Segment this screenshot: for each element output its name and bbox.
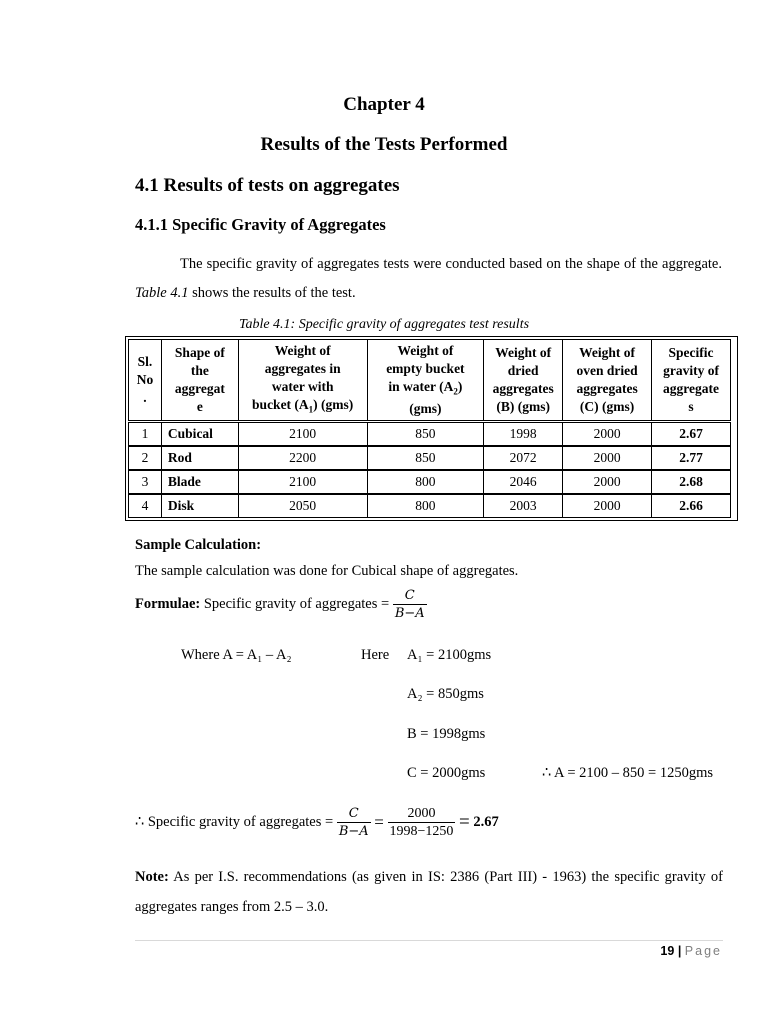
table-row (129, 446, 731, 470)
cell-a1: 2050 (238, 494, 367, 518)
cell-a1: 2100 (238, 422, 367, 447)
page-footer (660, 944, 722, 958)
footer-divider (135, 940, 723, 941)
final-result: 2.67 (473, 814, 499, 830)
equals-sign: = (374, 812, 384, 832)
cell-sg: 2.66 (652, 494, 731, 518)
cell-c: 2000 (563, 422, 652, 447)
intro-text-2: shows the results of the test. (192, 285, 356, 301)
where-line: Where A = A₁ – A₂ (181, 647, 292, 663)
cell-no: 2 (129, 446, 162, 470)
chapter-heading: Chapter 4 (343, 94, 425, 115)
page-number: 19 (660, 944, 675, 958)
equals-sign: = (459, 811, 470, 833)
formula-fraction (393, 587, 427, 622)
cell-a2: 800 (367, 494, 484, 518)
header-sg: Specific gravity of aggregate s (652, 340, 731, 422)
value-b: B = 1998gms (407, 726, 486, 742)
cell-shape: Blade (161, 470, 238, 494)
cell-a2: 850 (367, 446, 484, 470)
subsection-heading: 4.1.1 Specific Gravity of Aggregates (135, 215, 386, 234)
cell-c: 2000 (563, 446, 652, 470)
a-result: ∴ A = 2100 – 850 = 1250gms (542, 765, 713, 781)
value-a2: A₂ = 850gms (407, 686, 484, 702)
table-reference: Table 4.1 (135, 285, 189, 301)
final-numerator-symbolic: C (337, 805, 371, 823)
results-table-frame (125, 336, 738, 521)
sample-text: The sample calculation was done for Cubical shape of aggregates. (135, 563, 519, 579)
final-fraction-symbolic (337, 805, 371, 840)
cell-c: 2000 (563, 494, 652, 518)
final-denominator-numeric: 1998−1250 (389, 824, 454, 839)
header-shape: Shape of the aggregat e (161, 340, 238, 422)
cell-sg: 2.77 (652, 446, 731, 470)
note-paragraph (135, 862, 723, 922)
sample-heading: Sample Calculation: (135, 537, 262, 553)
formula-denominator: B−A (394, 606, 425, 621)
formula-label: Formulae: (135, 595, 201, 612)
intro-text-1: The specific gravity of aggregates tests were conducted based on the shape of the aggregate. (180, 256, 722, 272)
cell-a1: 2200 (238, 446, 367, 470)
footer-separator: | (677, 944, 682, 958)
table-row (129, 494, 731, 518)
cell-b: 1998 (484, 422, 563, 447)
cell-b: 2003 (484, 494, 563, 518)
header-a2: Weight of empty bucket in water $(A_2)$ (gms) (367, 340, 484, 422)
value-c: C = 2000gms (407, 765, 486, 781)
final-text: ∴ Specific gravity of aggregates = (135, 813, 334, 830)
cell-no: 4 (129, 494, 162, 518)
results-table (128, 339, 731, 518)
note-text: As per I.S. recommendations (as given in IS: 2386 (Part III) - 1963) the specific gravity of aggregates ranges from 2.5 – 3.0. (135, 869, 724, 915)
cell-no: 1 (129, 422, 162, 447)
final-numerator-numeric: 2000 (388, 805, 456, 823)
formula-numerator: C (393, 587, 427, 605)
final-fraction-numeric (388, 805, 456, 840)
header-sl-no: Sl. No . (129, 340, 162, 422)
cell-a1: 2100 (238, 470, 367, 494)
cell-sg: 2.68 (652, 470, 731, 494)
cell-shape: Disk (161, 494, 238, 518)
header-c: Weight of oven dried aggregates (C) (gms) (563, 340, 652, 422)
header-a1: Weight of aggregates in water with bucket $(A_1)$ (gms) (238, 340, 367, 422)
formula-line (135, 587, 427, 622)
cell-c: 2000 (563, 470, 652, 494)
cell-b: 2072 (484, 446, 563, 470)
table-caption: Table 4.1: Specific gravity of aggregates test results (238, 317, 530, 332)
note-label: Note: (135, 869, 169, 885)
section-heading: 4.1 Results of tests on aggregates (135, 175, 400, 196)
formula-text: Specific gravity of aggregates = (203, 595, 390, 612)
value-a1: A₁ = 2100gms (407, 647, 492, 663)
cell-shape: Rod (161, 446, 238, 470)
cell-sg: 2.67 (652, 422, 731, 447)
final-denominator-symbolic: B−A (338, 824, 369, 839)
cell-a2: 850 (367, 422, 484, 447)
table-header-row (129, 340, 731, 422)
chapter-title: Results of the Tests Performed (260, 134, 508, 155)
intro-paragraph (135, 250, 722, 308)
table-row (129, 422, 731, 447)
cell-shape: Cubical (161, 422, 238, 447)
page-label: Page (684, 944, 722, 958)
cell-a2: 800 (367, 470, 484, 494)
table-row (129, 470, 731, 494)
cell-no: 3 (129, 470, 162, 494)
final-calculation (135, 805, 499, 840)
here-label: Here (361, 647, 390, 663)
cell-b: 2046 (484, 470, 563, 494)
header-b: Weight of dried aggregates (B) (gms) (484, 340, 563, 422)
